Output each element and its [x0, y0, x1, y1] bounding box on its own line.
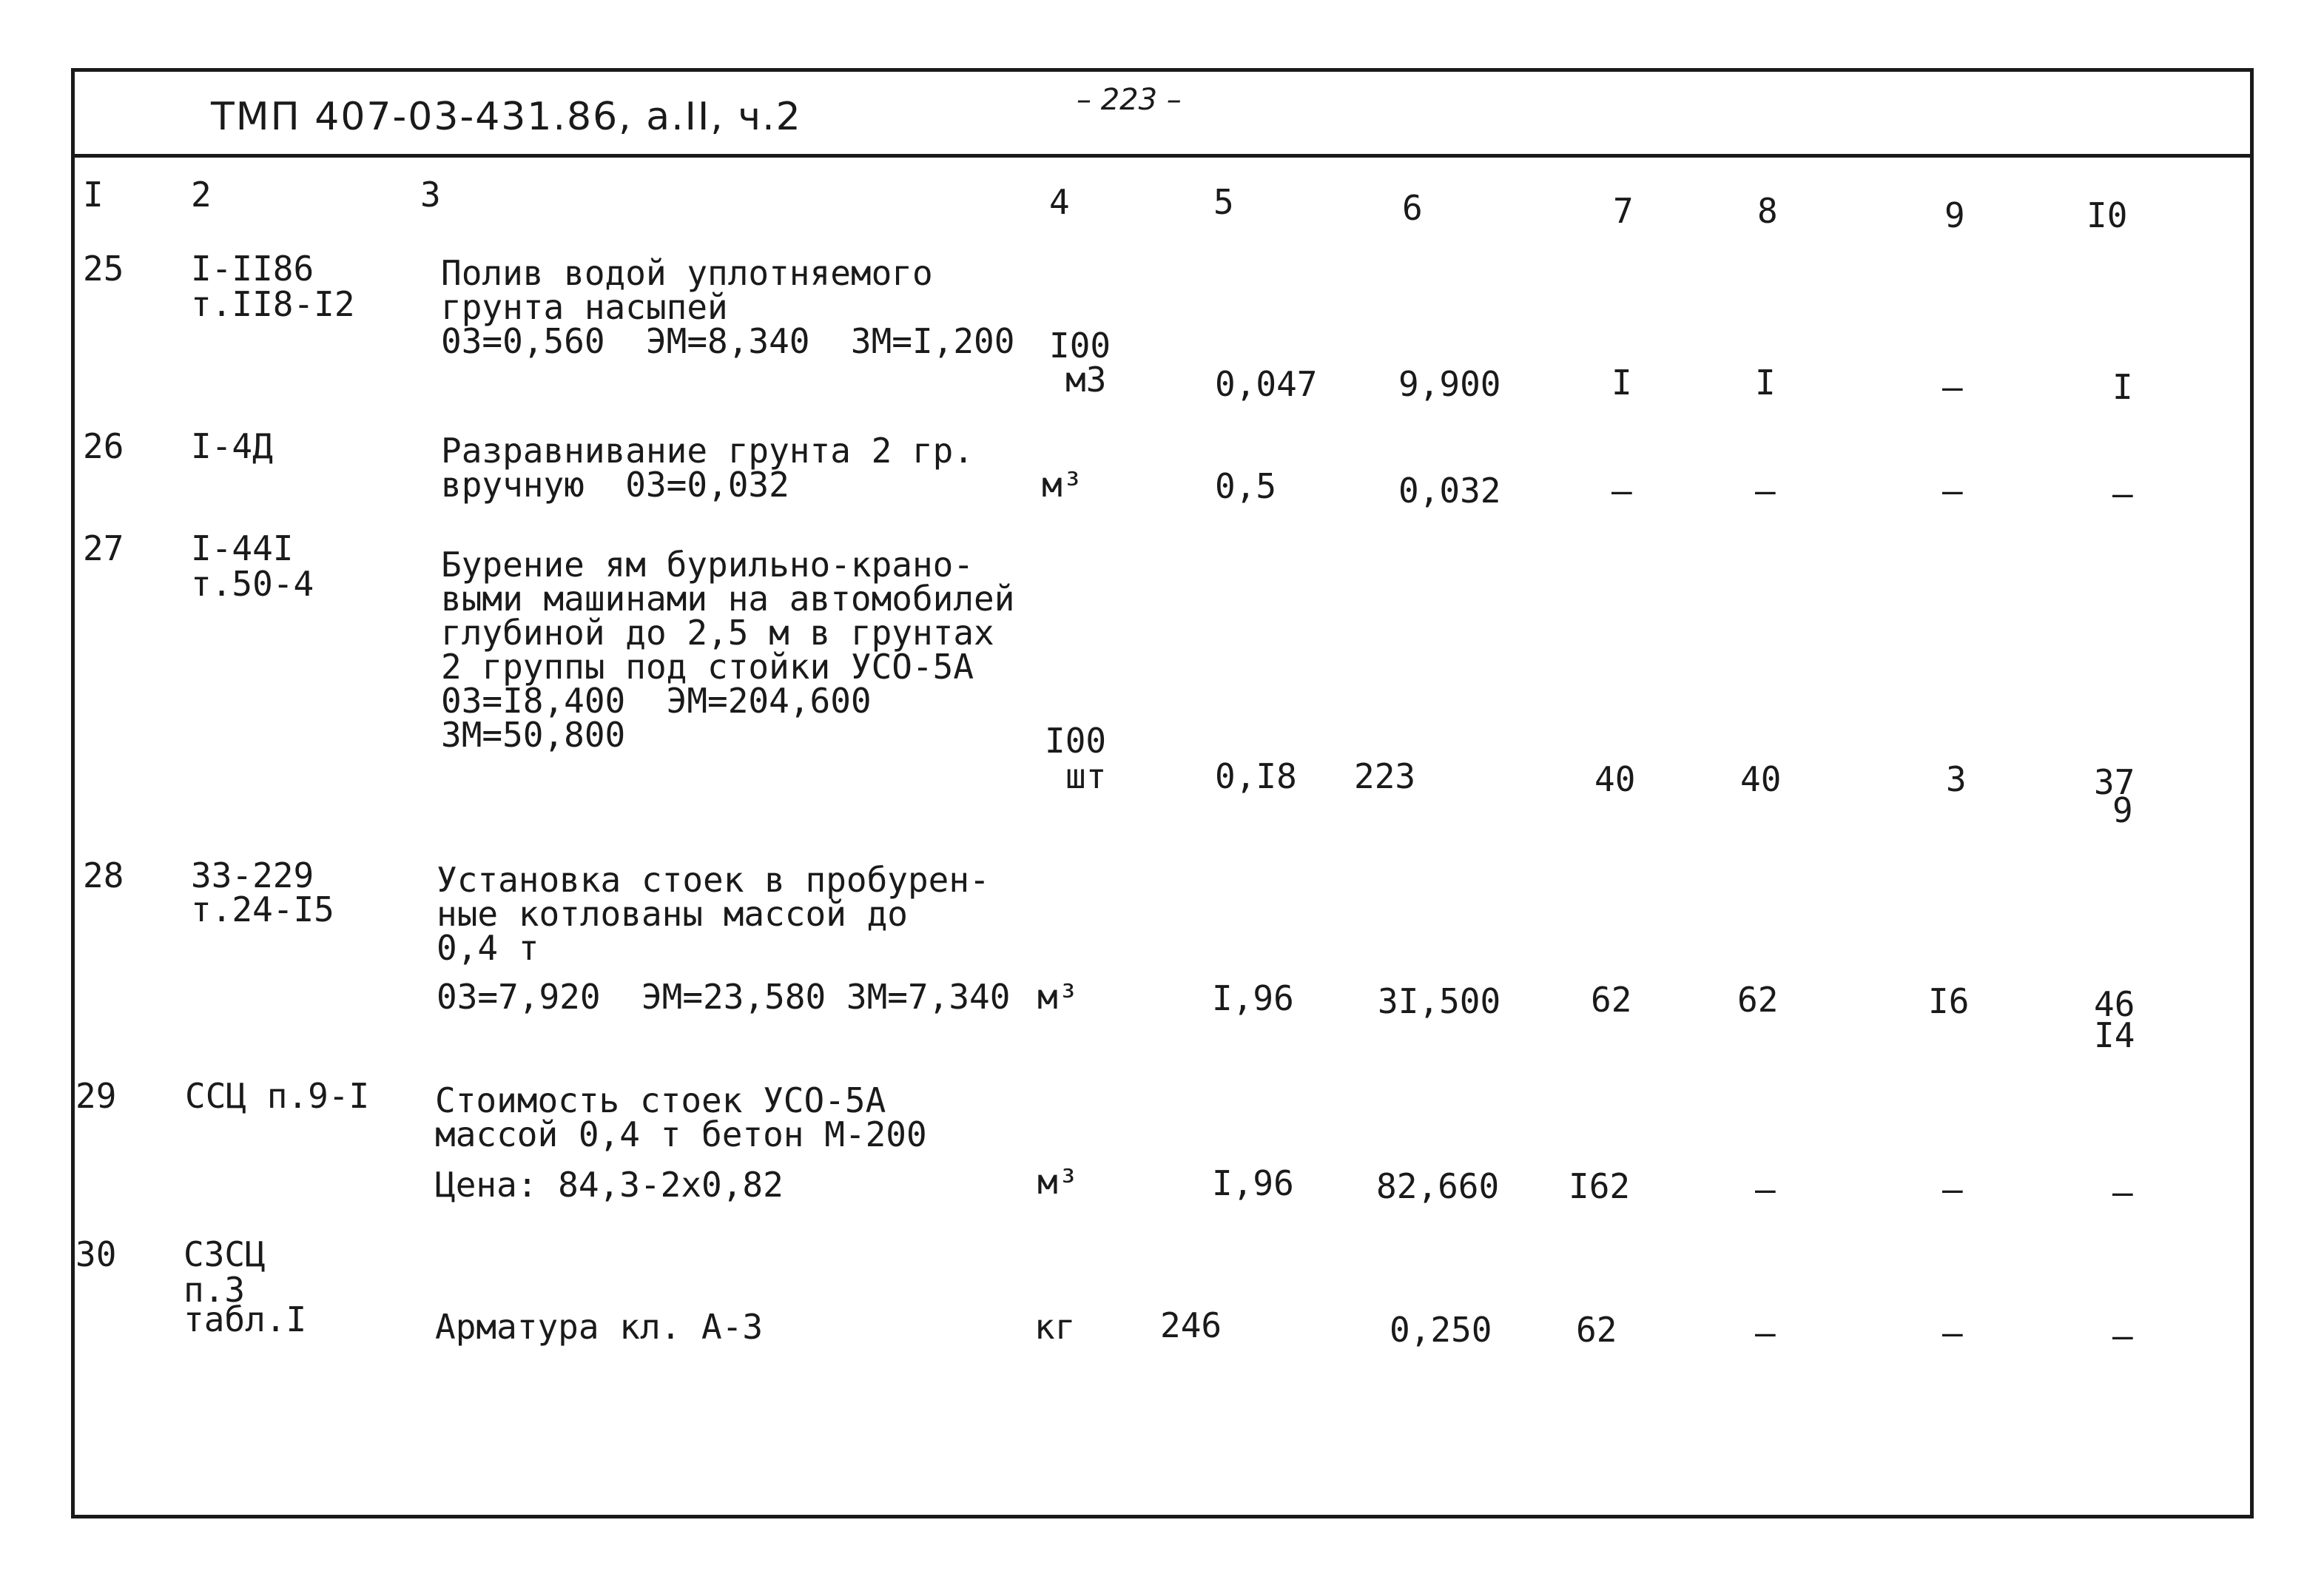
row-col-10-line: I	[2112, 367, 2133, 407]
row-description-line: вручную 03=0,032	[441, 465, 789, 505]
row-unit-line: шт	[1065, 756, 1107, 796]
row-code-line: т.50-4	[191, 564, 314, 604]
row-description-line: ЗМ=50,800	[441, 715, 626, 755]
row-col-7: I	[1611, 363, 1632, 403]
row-number: 25	[83, 249, 124, 289]
col-header-9: 9	[1944, 195, 1965, 235]
row-code-line: 33-229	[191, 855, 314, 895]
col-header-4: 4	[1049, 182, 1070, 222]
page-number: – 223 –	[1077, 83, 1182, 117]
row-code-line: СЗСЦ	[183, 1234, 266, 1274]
row-number: 27	[83, 528, 124, 568]
row-quantity: I,96	[1212, 978, 1294, 1018]
col-header-7: 7	[1613, 191, 1634, 231]
row-col-10-line: 37	[2094, 762, 2135, 802]
row-price: 3I,500	[1378, 981, 1501, 1021]
col-header-10: I0	[2086, 195, 2128, 235]
row-col-10-line: 9	[2112, 790, 2133, 830]
row-description-line: Разравнивание грунта 2 гр.	[441, 431, 974, 471]
row-unit-line: кг	[1034, 1307, 1076, 1347]
row-description-line: ные котлованы массой до	[437, 894, 908, 934]
row-description-line: 03=7,920 ЭМ=23,580 ЗМ=7,340	[437, 977, 1011, 1017]
row-quantity: 0,5	[1215, 466, 1277, 506]
row-col-9: I6	[1928, 981, 1970, 1021]
row-code-line: I-4Д	[191, 426, 273, 466]
row-col-8: I	[1755, 363, 1776, 403]
row-description-line: 03=I8,400 ЭМ=204,600	[441, 681, 872, 721]
row-col-9: –	[1942, 471, 1963, 511]
row-description-line: Стоимость стоек УСО-5А	[435, 1080, 886, 1120]
row-description-line: глубиной до 2,5 м в грунтах	[441, 613, 994, 653]
row-code-line: I-II86	[191, 249, 314, 289]
document-code: ТМП 407-03-431.86, а.II, ч.2	[211, 95, 802, 139]
row-col-9: –	[1942, 1313, 1963, 1353]
row-col-9: –	[1942, 1169, 1963, 1209]
row-col-10-line: –	[2112, 474, 2133, 514]
col-header-8: 8	[1757, 191, 1778, 231]
row-col-10-line: 46	[2094, 984, 2135, 1024]
row-code-line: I-44I	[191, 528, 294, 568]
header-divider	[71, 154, 2254, 158]
row-number: 29	[75, 1076, 117, 1116]
row-col-7: 62	[1576, 1310, 1617, 1350]
row-code-line: т.II8-I2	[191, 284, 355, 324]
row-quantity: 246	[1160, 1305, 1222, 1345]
row-price: 223	[1354, 756, 1416, 796]
row-code-line: ССЦ п.9-I	[185, 1076, 370, 1116]
row-description-line: Арматура кл. А-3	[435, 1307, 764, 1347]
row-quantity: 0,047	[1215, 364, 1318, 404]
col-header-3: 3	[420, 175, 441, 215]
row-number: 28	[83, 855, 124, 895]
row-unit-line: м³	[1037, 1162, 1079, 1202]
row-quantity: 0,I8	[1215, 756, 1297, 796]
col-header-6: 6	[1402, 188, 1423, 228]
row-description-line: Полив водой уплотняемого	[441, 253, 933, 293]
row-col-8: –	[1755, 471, 1776, 511]
row-col-10-line: –	[2112, 1172, 2133, 1212]
row-col-8: 40	[1740, 759, 1782, 799]
row-col-7: 62	[1591, 980, 1632, 1020]
row-col-8: –	[1755, 1169, 1776, 1209]
row-col-7: I62	[1569, 1166, 1631, 1206]
col-header-1: I	[83, 175, 104, 215]
row-description-line: Цена: 84,3-2х0,82	[435, 1165, 784, 1205]
row-col-7: –	[1611, 471, 1632, 511]
row-price: 0,032	[1398, 471, 1501, 511]
row-description-line: Бурение ям бурильно-крано-	[441, 545, 974, 585]
col-header-2: 2	[191, 175, 212, 215]
row-description-line: грунта насыпей	[441, 287, 728, 327]
row-unit-line: м³	[1042, 465, 1083, 505]
row-col-8: 62	[1737, 980, 1779, 1020]
row-col-10-line: I4	[2094, 1015, 2135, 1055]
row-description-line: массой 0,4 т бетон М-200	[435, 1114, 927, 1154]
table-frame	[71, 68, 2254, 1518]
row-code-line: т.24-I5	[191, 889, 334, 929]
row-price: 9,900	[1398, 364, 1501, 404]
row-col-10-line: –	[2112, 1316, 2133, 1356]
row-col-9: –	[1942, 367, 1963, 407]
row-col-9: 3	[1946, 759, 1967, 799]
row-col-8: –	[1755, 1313, 1776, 1353]
row-description-line: 03=0,560 ЭМ=8,340 ЗМ=I,200	[441, 321, 1015, 361]
row-number: 30	[75, 1234, 117, 1274]
row-description-line: Установка стоек в пробурен-	[437, 860, 990, 900]
row-description-line: 0,4 т	[437, 928, 539, 968]
row-number: 26	[83, 426, 124, 466]
row-description-line: выми машинами на автомобилей	[441, 579, 1015, 619]
row-unit-line: м3	[1065, 360, 1107, 400]
row-price: 0,250	[1390, 1310, 1492, 1350]
row-price: 82,660	[1376, 1166, 1500, 1206]
row-unit-line: I00	[1049, 326, 1111, 366]
row-description-line: 2 группы под стойки УСО-5А	[441, 647, 974, 687]
row-code-line: п.3	[183, 1270, 246, 1310]
row-col-7: 40	[1594, 759, 1636, 799]
row-unit-line: I00	[1045, 721, 1107, 761]
row-quantity: I,96	[1212, 1163, 1294, 1203]
row-code-line: табл.I	[183, 1299, 307, 1339]
row-unit-line: м³	[1037, 977, 1079, 1017]
col-header-5: 5	[1213, 182, 1234, 222]
